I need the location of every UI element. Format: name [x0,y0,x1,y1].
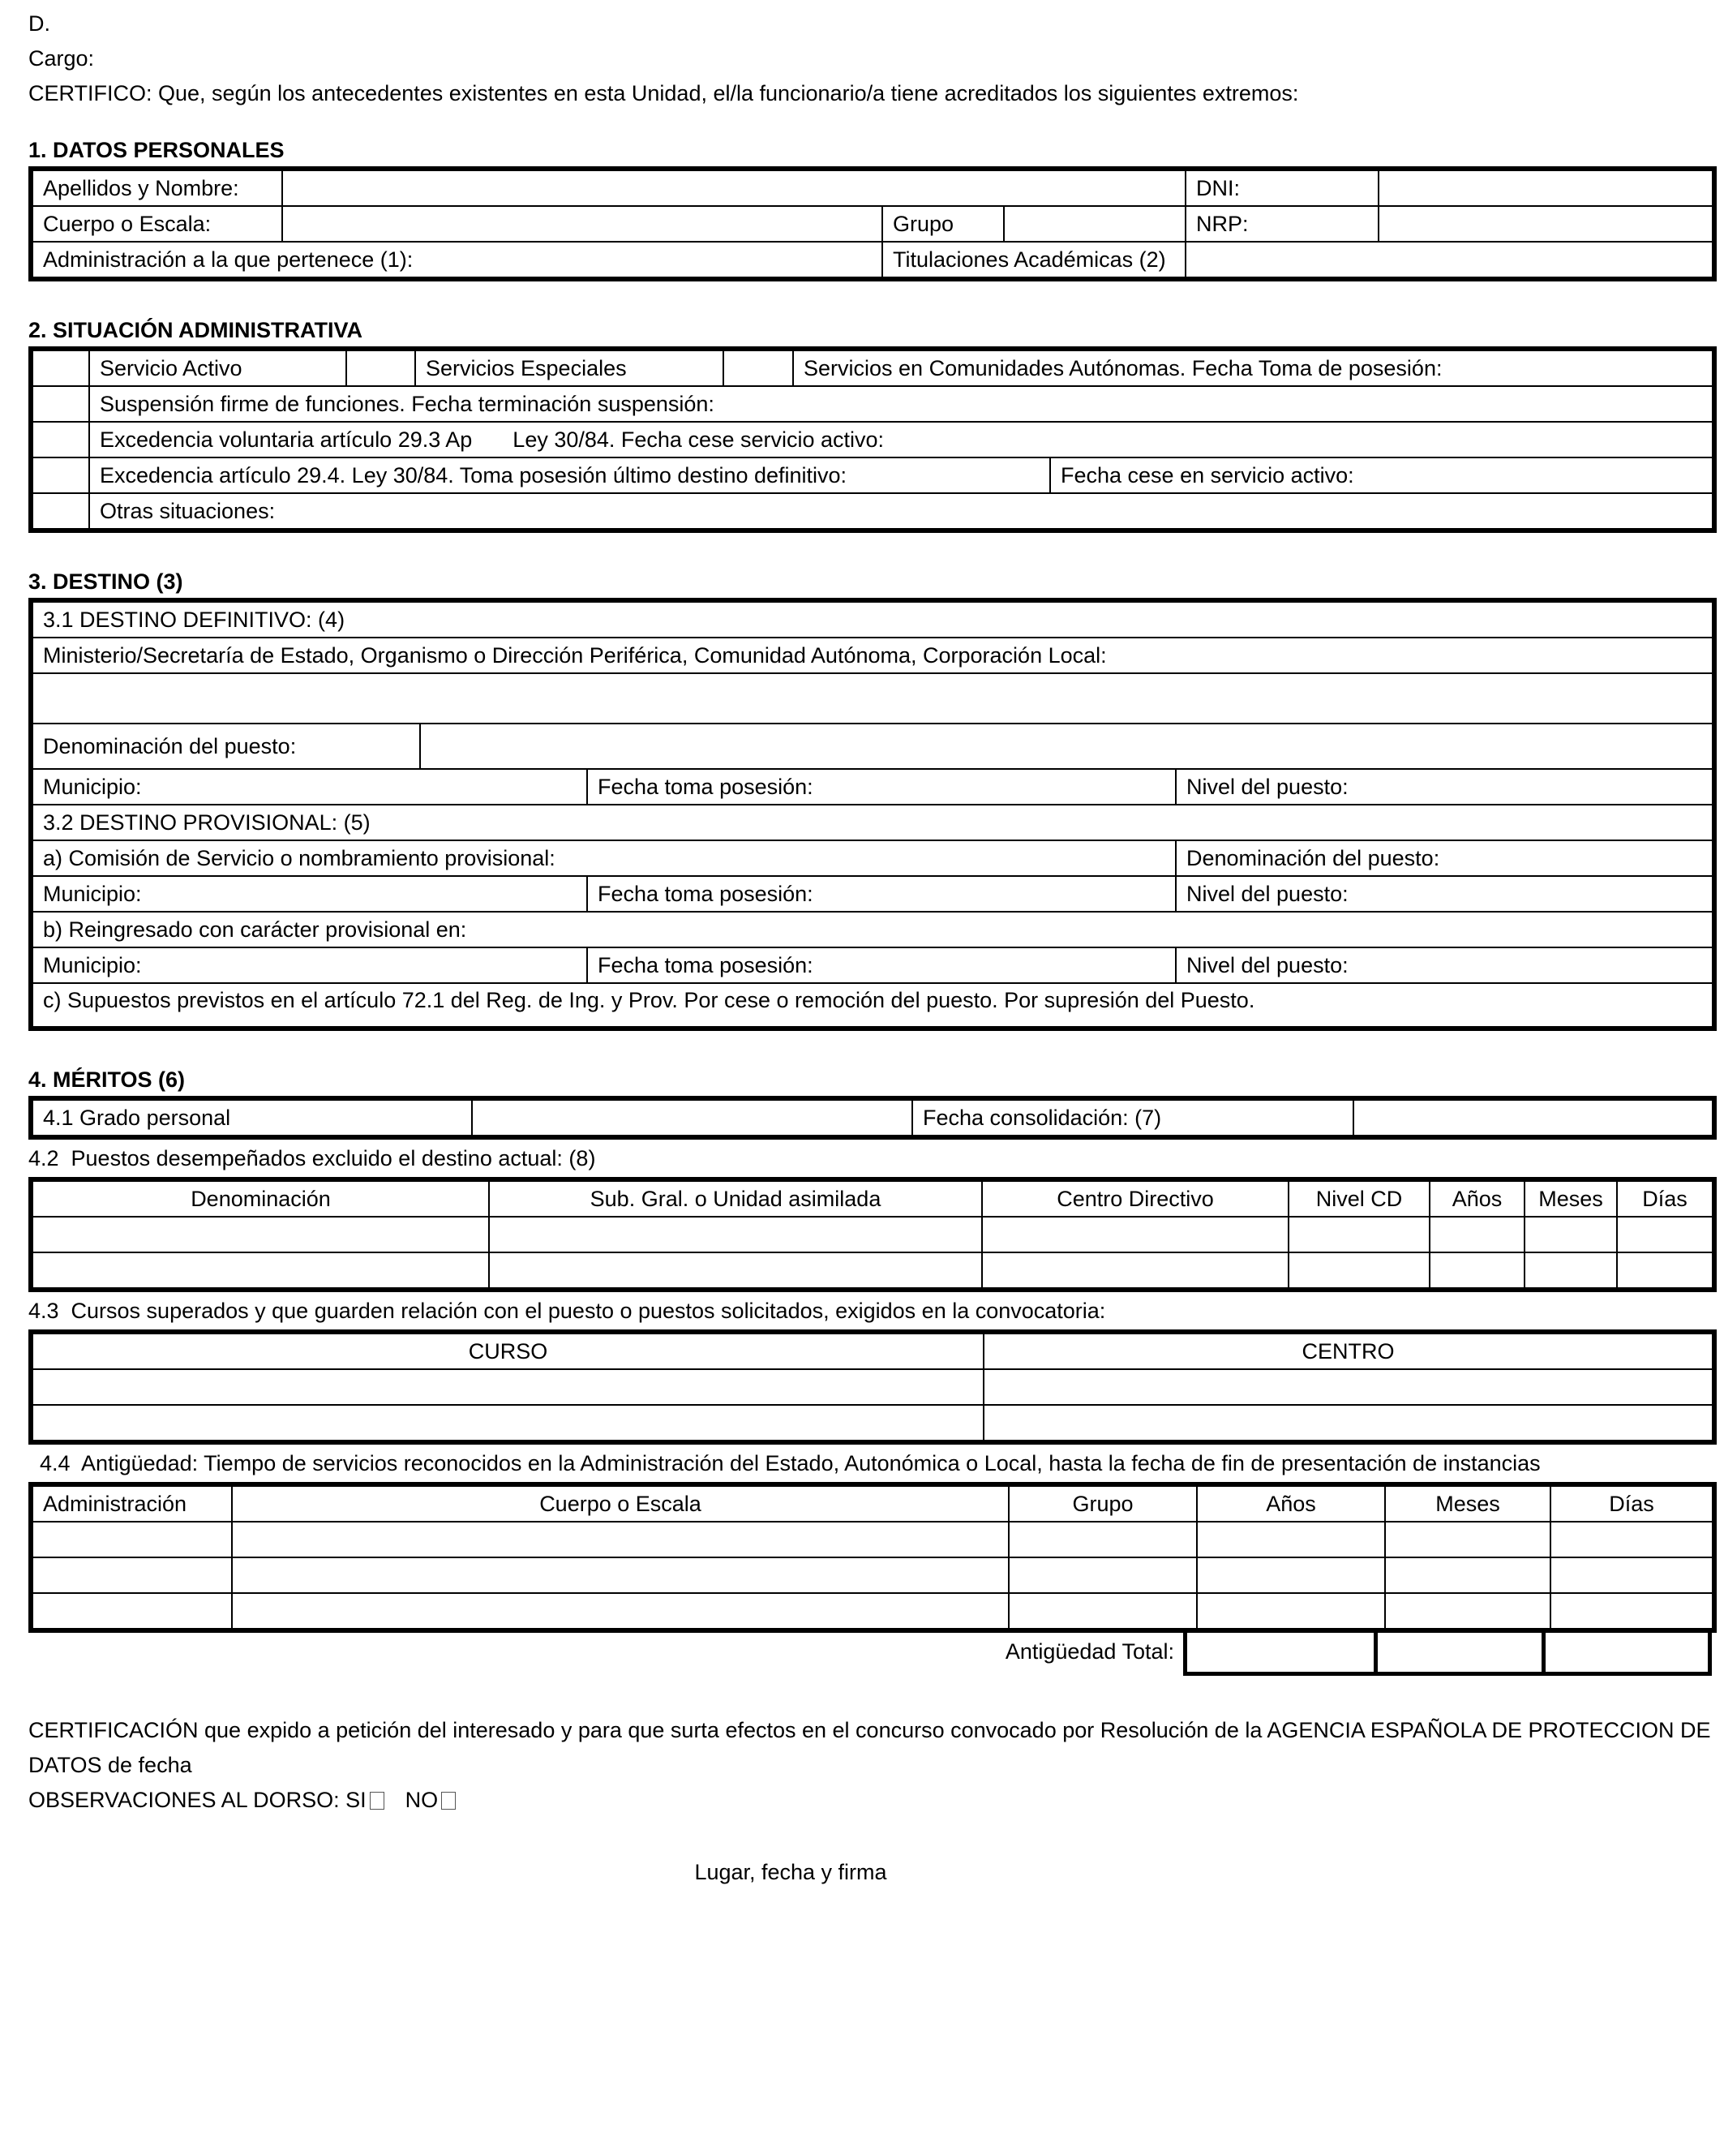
dni-label: DNI: [1186,169,1379,206]
apellidos-label: Apellidos y Nombre: [31,169,282,206]
nivel-label-2: Nivel del puesto: [1176,876,1714,912]
puestos-table [28,1177,1717,1292]
denominacion-label: Denominación del puesto: [31,724,420,769]
col-nivel-cd: Nivel CD [1289,1179,1430,1217]
certificate-form [28,6,1715,1890]
ministerio-label: Ministerio/Secretaría de Estado, Organismo o Dirección Periférica, Comunidad Autónoma, Corporación Local: [31,638,1714,673]
activo-checkbox[interactable] [31,349,89,386]
col-grupo: Grupo [1009,1484,1197,1522]
comision-label: a) Comisión de Servicio o nombramiento provisional: [31,840,1176,876]
col-meses: Meses [1525,1179,1617,1217]
col-meses-2: Meses [1385,1484,1550,1522]
municipio-label-2: Municipio: [31,876,587,912]
section-3-title: 3. DESTINO (3) [28,569,183,594]
antiguedad-title: 4.4 Antigüedad: Tiempo de servicios reconocidos en la Administración del Estado, Autonómica o Local, hasta la fecha de fin de presentación de instancias [40,1451,1541,1475]
supuestos-label: c) Supuestos previstos en el artículo 72.1 del Reg. de Ing. y Prov. Por cese o remoción del puesto. Por supresión del Puesto. [31,983,1714,1029]
grado-field[interactable] [472,1098,912,1137]
ministerio-field[interactable] [31,673,1714,724]
fecha-toma-label-2: Fecha toma posesión: [587,876,1176,912]
no-checkbox[interactable] [441,1792,456,1810]
otras-label: Otras situaciones: [89,493,1714,530]
grupo-field[interactable] [1004,206,1186,242]
cuerpo-label: Cuerpo o Escala: [31,206,282,242]
no-label: NO [405,1788,439,1812]
reingresado-label: b) Reingresado con carácter provisional en: [31,912,1714,947]
total-anos-field[interactable] [1185,1633,1375,1674]
col-centro-directivo: Centro Directivo [982,1179,1289,1217]
suspension-checkbox[interactable] [31,386,89,422]
nivel-label-3: Nivel del puesto: [1176,947,1714,983]
dni-field[interactable] [1379,169,1714,206]
municipio-label: Municipio: [31,769,587,805]
cursos-title: 4.3 Cursos superados y que guarden relación con el puesto o puestos solicitados, exigidos en la convocatoria: [28,1299,1106,1323]
cuerpo-field[interactable] [282,206,882,242]
excedencia-vol-checkbox[interactable] [31,422,89,457]
table-row [31,1593,1714,1630]
otras-checkbox[interactable] [31,493,89,530]
apellidos-field[interactable] [282,169,1186,206]
col-curso: CURSO [31,1332,984,1369]
grado-table [28,1096,1717,1140]
consolidacion-field[interactable] [1353,1098,1714,1137]
suspension-label: Suspensión firme de funciones. Fecha terminación suspensión: [89,386,1714,422]
definitivo-heading: 3.1 DESTINO DEFINITIVO: (4) [31,600,1714,638]
col-subgral: Sub. Gral. o Unidad asimilada [489,1179,982,1217]
denominacion-field[interactable] [420,724,1714,769]
grado-label: 4.1 Grado personal [31,1098,472,1137]
table-row [31,1369,1714,1405]
destino-table [28,598,1717,1031]
observaciones-label: OBSERVACIONES AL DORSO: SI [28,1788,367,1812]
titulaciones-label: Titulaciones Académicas (2) [882,242,1186,279]
comunidades-checkbox[interactable] [723,349,793,386]
section-4-title: 4. MÉRITOS (6) [28,1067,186,1092]
col-dias: Días [1617,1179,1714,1217]
col-centro: CENTRO [984,1332,1714,1369]
col-anos-2: Años [1197,1484,1385,1522]
nivel-label: Nivel del puesto: [1176,769,1714,805]
cargo-line: Cargo: [28,46,95,71]
administracion-label: Administración a la que pertenece (1): [31,242,882,279]
section-1-title: 1. DATOS PERSONALES [28,138,285,162]
signature-line: Lugar, fecha y firma [694,1860,887,1884]
denominacion2-label: Denominación del puesto: [1176,840,1714,876]
section-2-title: 2. SITUACIÓN ADMINISTRATIVA [28,318,363,342]
recipient-line: D. [28,11,50,36]
col-anos: Años [1430,1179,1525,1217]
fecha-cese-label: Fecha cese en servicio activo: [1050,457,1714,493]
nrp-field[interactable] [1379,206,1714,242]
total-dias-field[interactable] [1543,1633,1709,1674]
col-administracion: Administración [31,1484,232,1522]
nrp-label: NRP: [1186,206,1379,242]
total-meses-field[interactable] [1375,1633,1543,1674]
excedencia-294-label: Excedencia artículo 29.4. Ley 30/84. Toma posesión último destino definitivo: [89,457,1050,493]
antiguedad-table [28,1482,1717,1633]
municipio-label-3: Municipio: [31,947,587,983]
titulaciones-field[interactable] [1186,242,1714,279]
observaciones-line [28,1783,1715,1818]
cursos-table [28,1329,1717,1445]
col-denominacion: Denominación [31,1179,489,1217]
excedencia-vol-label: Excedencia voluntaria artículo 29.3 Ap Ley 30/84. Fecha cese servicio activo: [89,422,1714,457]
provisional-heading: 3.2 DESTINO PROVISIONAL: (5) [31,805,1714,840]
consolidacion-label: Fecha consolidación: (7) [912,1098,1353,1137]
table-row [31,1557,1714,1593]
table-row [31,1217,1714,1252]
certifico-statement: CERTIFICO: Que, según los antecedentes existentes en esta Unidad, el/la funcionario/a tiene acreditados los siguientes extremos: [28,81,1299,105]
grupo-label: Grupo [882,206,1004,242]
fecha-toma-label: Fecha toma posesión: [587,769,1176,805]
antiguedad-total-label: Antigüedad Total: [1005,1639,1174,1664]
excedencia-294-checkbox[interactable] [31,457,89,493]
table-row [31,1522,1714,1557]
personal-data-table [28,166,1717,281]
fecha-toma-label-3: Fecha toma posesión: [587,947,1176,983]
especiales-checkbox[interactable] [346,349,415,386]
table-row [31,1252,1714,1290]
table-row [31,1405,1714,1442]
col-dias-2: Días [1550,1484,1714,1522]
especiales-label: Servicios Especiales [415,349,723,386]
col-cuerpo: Cuerpo o Escala [232,1484,1009,1522]
antiguedad-total-row [1005,1633,1712,1676]
certificacion-statement: CERTIFICACIÓN que expido a petición del interesado y para que surta efectos en el concurso convocado por Resolución de la AGENCIA ESPAÑOLA DE PROTECCION DE DATOS de fecha [28,1718,1711,1777]
activo-label: Servicio Activo [89,349,346,386]
administrative-situation-table [28,346,1717,533]
puestos-title: 4.2 Puestos desempeñados excluido el destino actual: (8) [28,1146,596,1170]
si-checkbox[interactable] [370,1792,384,1810]
comunidades-label: Servicios en Comunidades Autónomas. Fecha Toma de posesión: [793,349,1714,386]
